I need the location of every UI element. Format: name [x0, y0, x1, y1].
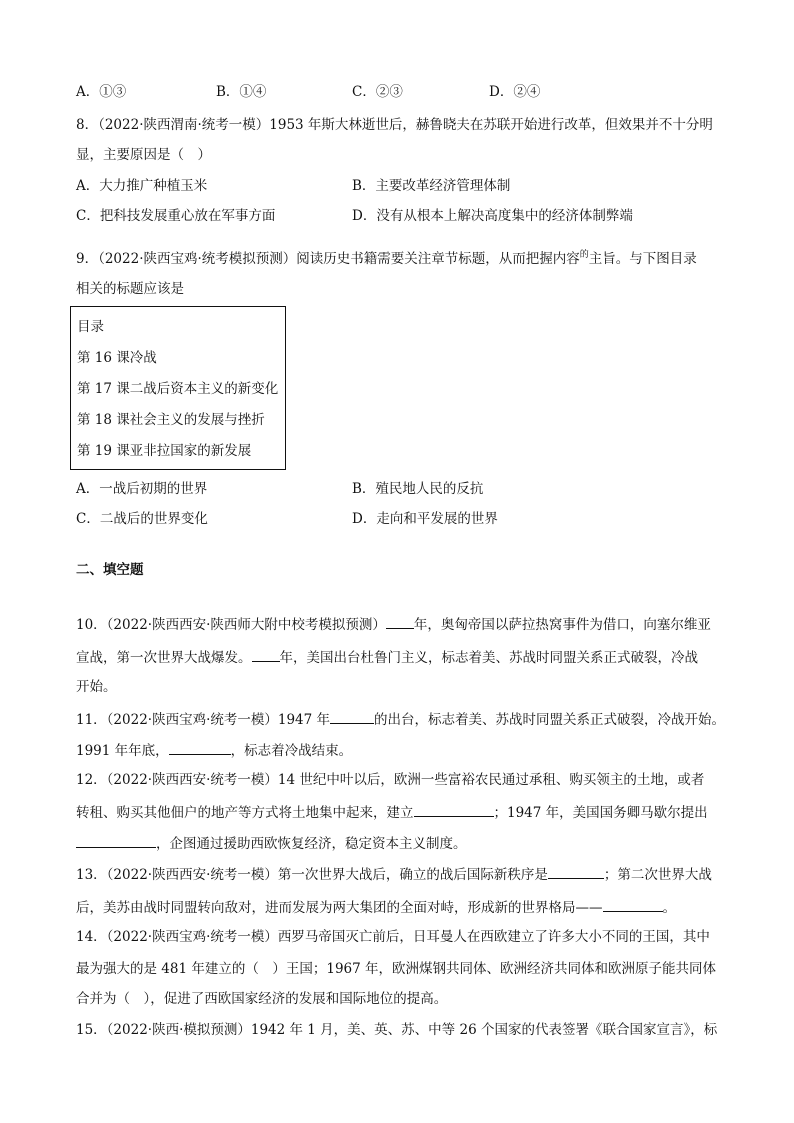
- q8-option-c: C．把科技发展重心放在军事方面: [76, 208, 276, 224]
- q9-option-d: D．走向和平发展的世界: [352, 511, 498, 527]
- q8-option-d: D．没有从根本上解决高度集中的经济体制弊端: [352, 208, 633, 224]
- table-of-contents-box: [70, 306, 286, 470]
- q11-line2: [76, 740, 352, 760]
- q12-text: 转租、购买其他佃户的地产等方式将土地集中起来，建立: [76, 805, 414, 821]
- answer-blank[interactable]: [330, 709, 374, 724]
- answer-blank[interactable]: [252, 647, 280, 662]
- q10-text: 年，美国出台杜鲁门主义，标志着美、苏战时同盟关系正式破裂，冷战: [279, 650, 698, 666]
- q11-text: 1991 年年底，: [76, 743, 169, 759]
- answer-blank[interactable]: [548, 864, 604, 879]
- q11-text: ，标志着冷战结束。: [230, 743, 353, 759]
- q12-line2: [76, 802, 708, 822]
- q10-line2: [76, 647, 698, 667]
- q14-line3: 合并为（ ），促进了西欧国家经济的发展和国际地位的提高。: [76, 991, 448, 1007]
- q13-text: 后，美苏由战时同盟转向敌对，进而发展为两大集团的全面对峙，形成新的世界格局——: [76, 900, 603, 916]
- answer-blank[interactable]: [169, 740, 231, 755]
- q10-line1: [76, 614, 711, 634]
- q9-option-a: A．一战后初期的世界: [76, 481, 208, 497]
- q9-stem-part2: 主旨。与下图目录: [588, 251, 697, 267]
- q13-text: ；第二次世界大战: [603, 867, 712, 883]
- q11-text: 的出台，标志着美、苏战时同盟关系正式破裂，冷战开始。: [374, 712, 726, 728]
- q13-text: 13．（2022·陕西西安·统考一模）第一次世界大战后，确立的战后国际新秩序是: [76, 867, 548, 883]
- q9-option-b: B．殖民地人民的反抗: [352, 481, 484, 497]
- toc-title: 目录: [77, 319, 104, 335]
- q7-option-b: B．①④: [216, 84, 267, 100]
- q9-stem-superscript: 的: [579, 250, 589, 260]
- q12-line1: 12．（2022·陕西西安·统考一模）14 世纪中叶以后，欧洲一些富裕农民通过承租、购买领主的土地，或者: [76, 772, 705, 788]
- q9-stem-line1: [76, 246, 697, 268]
- q13-text: 。: [662, 900, 676, 916]
- toc-item: 第 17 课二战后资本主义的新变化: [77, 381, 279, 397]
- answer-blank[interactable]: [414, 802, 494, 817]
- q8-option-a: A．大力推广种植玉米: [76, 178, 208, 194]
- answer-blank[interactable]: [603, 897, 663, 912]
- q15-line1: 15．（2022·陕西·模拟预测）1942 年 1 月，美、英、苏、中等 26 个国家的代表签署《联合国家宣言》，标: [76, 1022, 718, 1038]
- q10-text: 10．（2022·陕西西安·陕西师大附中校考模拟预测）: [76, 617, 386, 633]
- q12-text: ，企图通过援助西欧恢复经济，稳定资本主义制度。: [156, 836, 467, 852]
- toc-item: 第 19 课亚非拉国家的新发展: [77, 443, 252, 459]
- q8-stem-line1: 8．（2022·陕西渭南·统考一模）1953 年斯大林逝世后，赫鲁晓夫在苏联开始进行改革，但效果并不十分明: [76, 117, 713, 133]
- q13-line1: [76, 864, 712, 884]
- toc-item: 第 16 课冷战: [77, 350, 157, 366]
- q14-line2: 最为强大的是 481 年建立的（ ）王国；1967 年，欧洲煤钢共同体、欧洲经济共同体和欧洲原子能共同体: [76, 961, 716, 977]
- toc-item: 第 18 课社会主义的发展与挫折: [77, 412, 265, 428]
- answer-blank[interactable]: [76, 833, 156, 848]
- q14-line1: 14．（2022·陕西宝鸡·统考一模）西罗马帝国灭亡前后，日耳曼人在西欧建立了许多大小不同的王国，其中: [76, 929, 710, 945]
- q11-line1: [76, 709, 725, 729]
- q10-text: 宣战，第一次世界大战爆发。: [76, 650, 252, 666]
- q10-line3: 开始。: [76, 679, 117, 695]
- q12-line3: [76, 833, 467, 853]
- q9-option-c: C．二战后的世界变化: [76, 511, 208, 527]
- q7-option-d: D．②④: [489, 84, 541, 100]
- q7-option-c: C．②③: [352, 84, 403, 100]
- q9-stem-line2: 相关的标题应该是: [76, 281, 184, 297]
- q13-line2: [76, 897, 676, 917]
- answer-blank[interactable]: [386, 614, 414, 629]
- q8-stem-line2: 显，主要原因是（ ）: [76, 147, 211, 163]
- q10-text: 年，奥匈帝国以萨拉热窝事件为借口，向塞尔维亚: [413, 617, 711, 633]
- section-heading: 二、填空题: [76, 562, 144, 578]
- q11-text: 11．（2022·陕西宝鸡·统考一模）1947 年: [76, 712, 331, 728]
- q7-option-a: A．①③: [76, 84, 127, 100]
- q9-stem-part1: 9．（2022·陕西宝鸡·统考模拟预测）阅读历史书籍需要关注章节标题，从而把握内容: [76, 251, 580, 267]
- q8-option-b: B．主要改革经济管理体制: [352, 178, 511, 194]
- q12-text: ；1947 年，美国国务卿马歇尔提出: [493, 805, 708, 821]
